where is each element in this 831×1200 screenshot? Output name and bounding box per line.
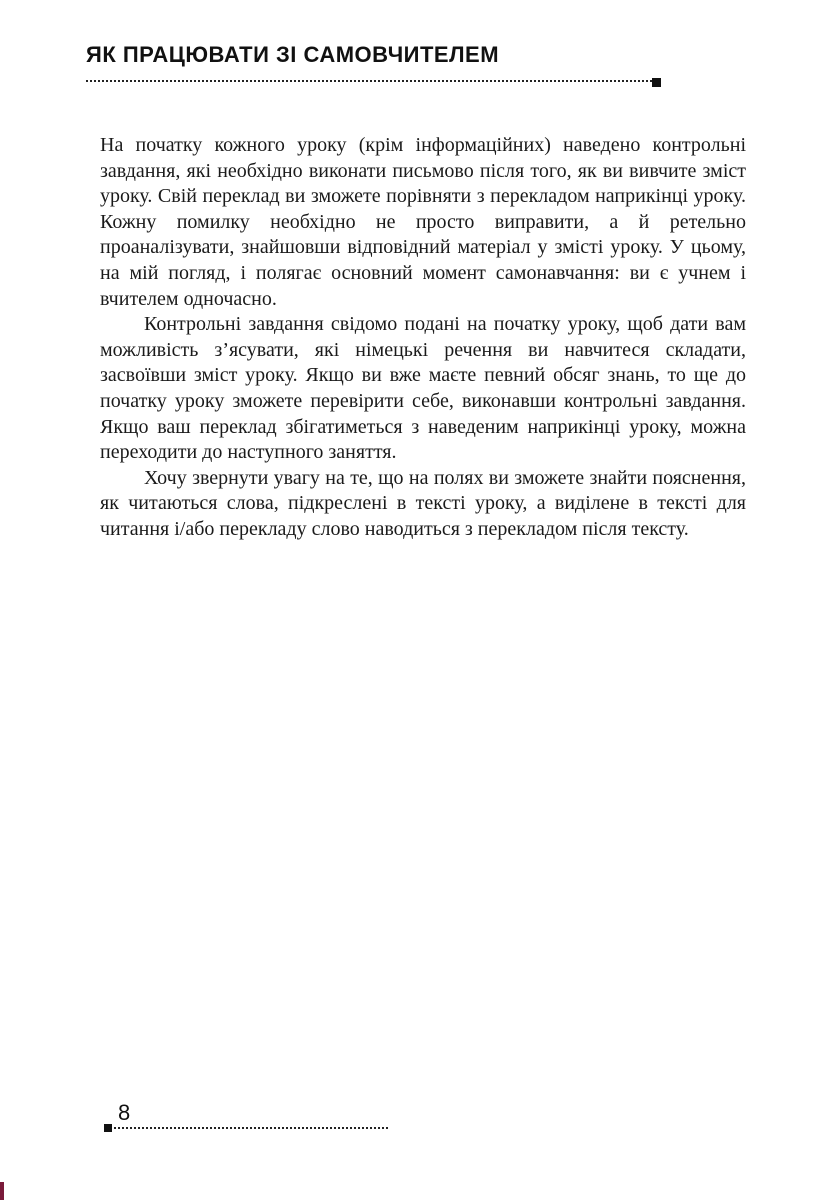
footer-square-marker	[104, 1124, 112, 1132]
header-dotted-rule	[86, 80, 652, 82]
paragraph-1: На початку кожного уроку (крім інформаційних) наведено контрольні завдання, які необхідно виконати письмово після того, як ви вивчите зміст уроку. Свій переклад ви зможете порівняти з перекладом наприкінці уроку. Кожну помилку необхідно не просто виправити, а й ретельно проаналізувати, знайшовши відповідний матеріал у змісті уроку. У цьому, на мій погляд, і полягає основний момент самонавчання: ви є учнем і вчителем одночасно.	[100, 134, 746, 310]
footer-dotted-rule	[114, 1127, 388, 1129]
body-text	[100, 133, 746, 543]
header-square-marker	[652, 78, 661, 87]
page-header-title: ЯК ПРАЦЮВАТИ ЗІ САМОВЧИТЕЛЕМ	[86, 42, 500, 67]
page-number: 8	[118, 1100, 131, 1125]
paragraph-2: Контрольні завдання свідомо подані на початку уроку, щоб дати вам можливість з’ясувати, які німецькі речення ви навчитеся складати, засвоївши зміст уроку. Якщо ви вже маєте певний обсяг знань, то ще до початку уроку зможете перевірити себе, виконавши контрольні завдання. Якщо ваш переклад збігатиметься з наведеним наприкінці уроку, можна переходити до наступного заняття.	[100, 313, 746, 464]
page-edge-mark	[0, 1182, 4, 1200]
paragraph-3: Хочу звернути увагу на те, що на полях ви зможете знайти пояснення, як читаються слова, підкреслені в тексті уроку, а виділене в тексті для читання і/або перекладу слово наводиться з перекладом після тексту.	[100, 466, 746, 540]
